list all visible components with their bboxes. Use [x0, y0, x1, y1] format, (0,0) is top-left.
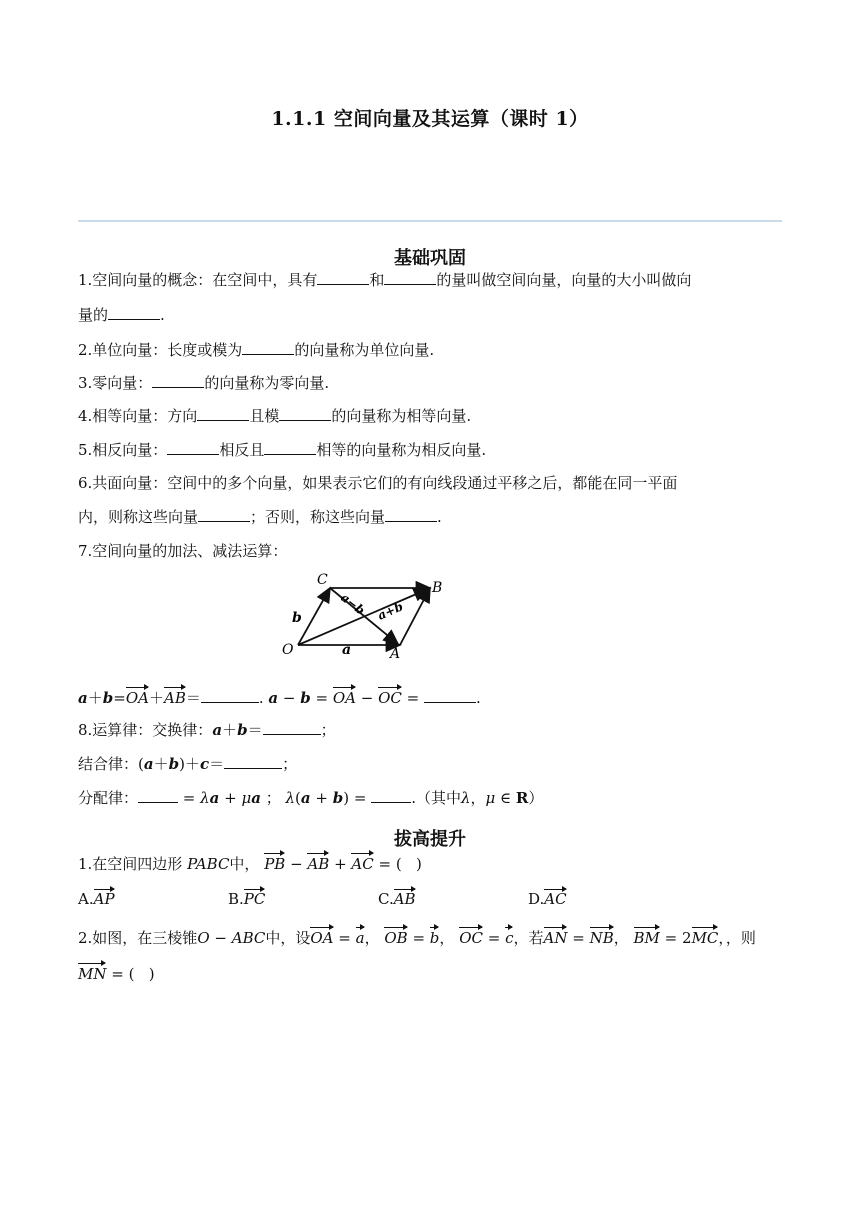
add-subtract-formula: a＋b=OA＋AB＝ . a − b = OA − OC = .: [78, 686, 481, 708]
vector-AB: [400, 588, 430, 645]
item-6-line-2: 内，则称这些向量 ；否则，称这些向量 .: [78, 508, 442, 526]
page-title: 1.1.1 空间向量及其运算（课时 1）: [271, 108, 589, 130]
problem-2-line-1: 2.如图，在三棱锥O − ABC中，设OA = a， OB = b， OC = c，若AN = NB， BM = 2MC，，则: [78, 926, 756, 948]
item-8-associative: 结合律：(a＋b)＋c＝ ；: [78, 755, 298, 773]
item-1-line-1: 1.空间向量的概念：在空间中，具有 和 的量叫做空间向量，向量的大小叫做向: [78, 271, 692, 289]
label-O: O: [282, 642, 294, 658]
vector-OC: [298, 588, 330, 645]
label-A: A: [390, 646, 401, 662]
item-8-distributive: 分配律： = λa + μa ； λ(a + b) = .（其中λ，μ ∈ R）: [78, 789, 544, 807]
item-7: 7.空间向量的加法、减法运算：: [78, 542, 288, 560]
item-8-commutative: 8.运算律：交换律：a＋b＝ ；: [78, 721, 336, 739]
problem-1-option-d[interactable]: D.AC: [528, 890, 567, 908]
problem-1-option-b[interactable]: B.PC: [228, 890, 266, 908]
item-1-line-2: 量的 .: [78, 306, 165, 324]
label-B: B: [432, 580, 443, 596]
problem-1-option-a[interactable]: A.AP: [78, 890, 115, 908]
label-vector-a: a: [342, 642, 352, 658]
problem-1-option-c[interactable]: C.AB: [378, 890, 416, 908]
label-C: C: [317, 572, 328, 588]
label-a-minus-b: a−b: [338, 590, 368, 618]
problem-2-line-2: MN = ( ): [78, 962, 155, 984]
item-3: 3.零向量： 的向量称为零向量.: [78, 374, 330, 392]
vector-parallelogram-diagram: [270, 568, 450, 664]
item-4: 4.相等向量：方向 且模 的向量称为相等向量.: [78, 407, 472, 425]
problem-1: 1.在空间四边形 PABC中， PB − AB + AC = ( ): [78, 852, 422, 874]
label-vector-b: b: [292, 610, 302, 626]
item-6-line-1: 6.共面向量：空间中的多个向量，如果表示它们的有向线段通过平移之后，都能在同一平面: [78, 474, 678, 492]
item-2: 2.单位向量：长度或模为 的向量称为单位向量.: [78, 341, 435, 359]
item-5: 5.相反向量： 相反且 相等的向量称为相反向量.: [78, 441, 487, 459]
label-a-plus-b: a+b: [375, 599, 406, 623]
header-divider: [78, 220, 782, 222]
section-heading-basics: 基础巩固: [394, 248, 466, 269]
vector-OB: [298, 589, 428, 645]
section-heading-advanced: 拔高提升: [394, 829, 466, 850]
